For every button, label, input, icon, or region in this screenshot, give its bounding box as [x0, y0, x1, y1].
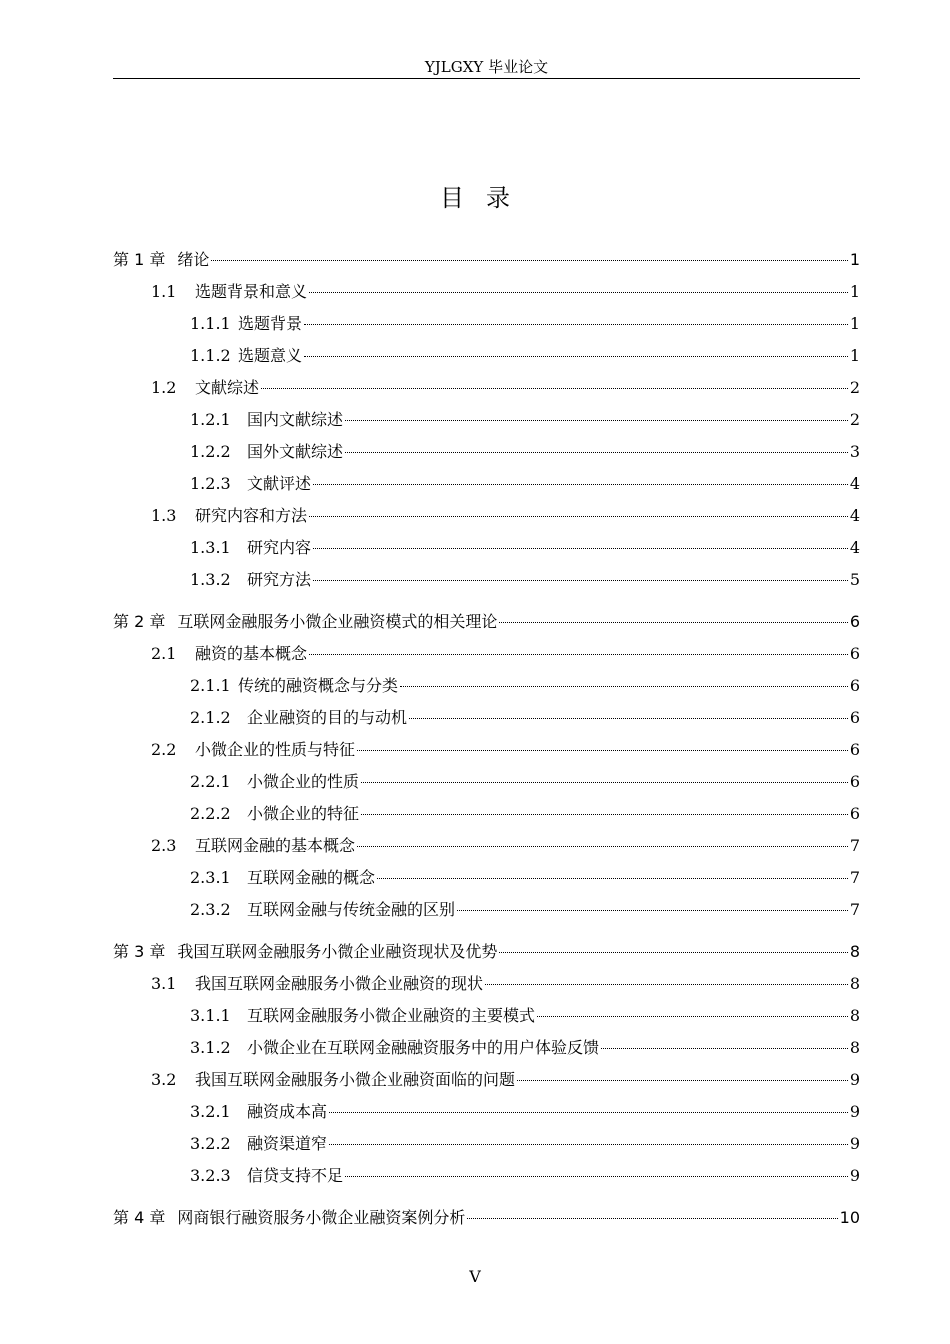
toc-entry-label — [190, 406, 343, 434]
toc-entry-number: 2.3.2 — [190, 900, 231, 919]
toc-entry[interactable] — [113, 406, 860, 438]
toc-entry-text: 小微企业在互联网金融融资服务中的用户体验反馈 — [247, 1038, 600, 1057]
toc-entry-number: 第 2 章 — [113, 612, 166, 631]
toc-entry-number: 1.1 — [151, 282, 177, 301]
toc-entry-page: 6 — [849, 740, 860, 759]
header-rule — [113, 78, 860, 79]
toc-entry-page: 6 — [849, 676, 860, 695]
toc-entry-page: 4 — [849, 506, 860, 525]
toc-entry-page: 3 — [849, 442, 860, 461]
toc-entry-label — [151, 278, 307, 306]
toc-entry-number: 3.2.2 — [190, 1134, 231, 1153]
dot-leader — [361, 814, 848, 815]
toc-entry-label — [151, 970, 483, 998]
toc-entry[interactable] — [113, 310, 860, 342]
toc-entry[interactable] — [113, 768, 860, 800]
toc-entry-text: 文献评述 — [247, 474, 312, 493]
toc-entry-label — [151, 1066, 515, 1094]
toc-entry-number: 2.2.1 — [190, 772, 231, 791]
dot-leader — [304, 324, 848, 325]
toc-entry[interactable] — [113, 896, 860, 928]
toc-entry-number: 3.2 — [151, 1070, 177, 1089]
toc-entry-page: 7 — [849, 900, 860, 919]
toc-entry-label — [113, 246, 209, 274]
toc-entry-label — [113, 938, 497, 966]
toc-entry-label — [151, 832, 355, 860]
toc-entry-text: 融资渠道窄 — [247, 1134, 328, 1153]
dot-leader — [457, 910, 848, 911]
toc-entry-text: 企业融资的目的与动机 — [247, 708, 408, 727]
toc-entry-label — [190, 672, 398, 700]
toc-entry[interactable] — [113, 1162, 860, 1194]
toc-entry-number: 3.1.1 — [190, 1006, 231, 1025]
toc-entry-text: 融资成本高 — [247, 1102, 328, 1121]
toc-entry-page: 7 — [849, 836, 860, 855]
toc-entry-page: 1 — [849, 346, 860, 365]
toc-entry-page: 8 — [849, 942, 860, 961]
dot-leader — [517, 1080, 848, 1081]
toc-entry-page: 9 — [849, 1070, 860, 1089]
dot-leader — [313, 484, 848, 485]
dot-leader — [309, 654, 848, 655]
toc-entry-text: 信贷支持不足 — [247, 1166, 344, 1185]
toc-entry-text: 国内文献综述 — [247, 410, 344, 429]
toc-title: 目录 — [440, 184, 532, 212]
toc-entry-label — [190, 342, 302, 370]
toc-entry-label — [190, 438, 343, 466]
toc-entry-text: 研究内容 — [247, 538, 312, 557]
toc-entry[interactable] — [113, 278, 860, 310]
toc-entry-label — [190, 1130, 327, 1158]
toc-entry-number: 2.1.2 — [190, 708, 231, 727]
toc-entry-label — [190, 1002, 535, 1030]
toc-entry-page: 10 — [839, 1208, 860, 1227]
dot-leader — [261, 388, 848, 389]
toc-entry-text: 互联网金融与传统金融的区别 — [247, 900, 456, 919]
dot-leader — [345, 420, 848, 421]
toc-entry-number: 2.3 — [151, 836, 177, 855]
toc-entry-page: 5 — [849, 570, 860, 589]
toc-entry-page: 8 — [849, 974, 860, 993]
dot-leader — [499, 622, 847, 623]
toc-entry[interactable] — [113, 1034, 860, 1066]
toc-entry-label — [190, 566, 311, 594]
toc-entry[interactable] — [113, 800, 860, 832]
toc-entry-number: 2.3.1 — [190, 868, 231, 887]
toc-entry-label — [190, 864, 375, 892]
toc-entry-label — [113, 1204, 465, 1232]
toc-entry[interactable] — [113, 1130, 860, 1162]
toc-entry-label — [190, 1162, 343, 1190]
dot-leader — [357, 750, 848, 751]
page-number: V — [469, 1267, 481, 1286]
toc-entry-text: 互联网金融的概念 — [247, 868, 376, 887]
toc-entry-number: 2.1.1 — [190, 676, 231, 695]
toc-entry-text: 选题意义 — [238, 346, 303, 365]
toc-entry-label — [190, 1034, 599, 1062]
toc-entry-page: 4 — [849, 538, 860, 557]
toc-entry-page: 6 — [849, 772, 860, 791]
toc-entry-number: 1.2.1 — [190, 410, 231, 429]
toc-entry-text: 研究内容和方法 — [195, 506, 308, 525]
toc-entry[interactable] — [113, 374, 860, 406]
toc-entry[interactable] — [113, 1066, 860, 1098]
toc-entry[interactable] — [113, 970, 860, 1002]
dot-leader — [309, 292, 848, 293]
toc-entry-page: 9 — [849, 1166, 860, 1185]
toc-entry-label — [190, 768, 359, 796]
toc-entry-text: 选题背景 — [238, 314, 303, 333]
toc-entry[interactable] — [113, 1098, 860, 1130]
toc-entry-page: 9 — [849, 1134, 860, 1153]
dot-leader — [601, 1048, 848, 1049]
dot-leader — [309, 516, 848, 517]
dot-leader — [537, 1016, 848, 1017]
toc-entry-text: 互联网金融的基本概念 — [195, 836, 356, 855]
dot-leader — [329, 1112, 848, 1113]
toc-entry-number: 2.2.2 — [190, 804, 231, 823]
dot-leader — [485, 984, 848, 985]
dot-leader — [357, 846, 848, 847]
toc-entry-text: 研究方法 — [247, 570, 312, 589]
table-of-contents — [113, 246, 860, 1236]
toc-entry-label — [190, 800, 359, 828]
toc-entry-page: 1 — [849, 314, 860, 333]
toc-entry-label — [113, 608, 497, 636]
toc-entry-text: 小微企业的性质 — [247, 772, 360, 791]
toc-entry-text: 传统的融资概念与分类 — [238, 676, 399, 695]
toc-entry-number: 3.2.1 — [190, 1102, 231, 1121]
toc-entry[interactable] — [113, 502, 860, 534]
toc-entry[interactable] — [113, 1002, 860, 1034]
toc-entry-page: 6 — [849, 612, 860, 631]
toc-entry-number: 3.2.3 — [190, 1166, 231, 1185]
toc-entry-text: 我国互联网金融服务小微企业融资面临的问题 — [195, 1070, 516, 1089]
toc-entry-text: 文献综述 — [195, 378, 260, 397]
toc-entry[interactable] — [113, 566, 860, 598]
toc-entry-number: 1.3.1 — [190, 538, 231, 557]
toc-entry-label — [190, 1098, 327, 1126]
toc-entry-number: 1.2.2 — [190, 442, 231, 461]
toc-entry-page: 9 — [849, 1102, 860, 1121]
toc-entry[interactable] — [113, 470, 860, 502]
toc-entry[interactable] — [113, 832, 860, 864]
toc-entry-text: 我国互联网金融服务小微企业融资的现状 — [195, 974, 484, 993]
toc-entry-page: 8 — [849, 1006, 860, 1025]
dot-leader — [361, 782, 848, 783]
toc-entry-text: 我国互联网金融服务小微企业融资现状及优势 — [177, 942, 498, 961]
toc-entry-label — [151, 736, 355, 764]
dot-leader — [313, 580, 848, 581]
toc-entry[interactable] — [113, 864, 860, 896]
toc-entry[interactable] — [113, 342, 860, 374]
toc-entry-number: 3.1.2 — [190, 1038, 231, 1057]
toc-entry-text: 网商银行融资服务小微企业融资案例分析 — [177, 1208, 466, 1227]
dot-leader — [345, 452, 848, 453]
toc-entry[interactable] — [113, 438, 860, 470]
toc-entry-page: 6 — [849, 804, 860, 823]
toc-entry-label — [151, 502, 307, 530]
toc-entry[interactable] — [113, 608, 860, 640]
toc-entry[interactable] — [113, 672, 860, 704]
toc-entry-page: 1 — [849, 250, 860, 269]
toc-entry-number: 2.1 — [151, 644, 177, 663]
toc-entry[interactable] — [113, 938, 860, 970]
toc-entry-page: 6 — [849, 708, 860, 727]
toc-entry[interactable] — [113, 1204, 860, 1236]
toc-entry-page: 8 — [849, 1038, 860, 1057]
toc-entry-number: 第 4 章 — [113, 1208, 166, 1227]
toc-entry[interactable] — [113, 534, 860, 566]
toc-entry-label — [190, 470, 311, 498]
toc-entry-page: 1 — [849, 282, 860, 301]
toc-entry-text: 绪论 — [177, 250, 210, 269]
dot-leader — [345, 1176, 848, 1177]
toc-entry-number: 1.2 — [151, 378, 177, 397]
toc-entry-label — [190, 896, 455, 924]
toc-entry-page: 2 — [849, 410, 860, 429]
toc-entry-label — [190, 534, 311, 562]
toc-entry-number: 1.1.1 — [190, 314, 231, 333]
dot-leader — [467, 1218, 837, 1219]
toc-entry-label — [190, 704, 407, 732]
toc-entry[interactable] — [113, 736, 860, 768]
dot-leader — [313, 548, 848, 549]
toc-entry-text: 互联网金融服务小微企业融资模式的相关理论 — [177, 612, 498, 631]
dot-leader — [499, 952, 847, 953]
toc-entry-label — [151, 640, 307, 668]
toc-entry-text: 选题背景和意义 — [195, 282, 308, 301]
dot-leader — [211, 260, 847, 261]
toc-entry-number: 1.3 — [151, 506, 177, 525]
toc-entry-number: 1.2.3 — [190, 474, 231, 493]
toc-entry-text: 小微企业的性质与特征 — [195, 740, 356, 759]
toc-entry-number: 1.1.2 — [190, 346, 231, 365]
toc-entry-page: 6 — [849, 644, 860, 663]
dot-leader — [400, 686, 848, 687]
toc-entry-number: 2.2 — [151, 740, 177, 759]
toc-entry-label — [190, 310, 302, 338]
dot-leader — [329, 1144, 848, 1145]
toc-entry-page: 4 — [849, 474, 860, 493]
toc-entry-page: 2 — [849, 378, 860, 397]
toc-entry[interactable] — [113, 246, 860, 278]
toc-entry-number: 第 3 章 — [113, 942, 166, 961]
toc-entry[interactable] — [113, 704, 860, 736]
dot-leader — [377, 878, 848, 879]
toc-entry-text: 小微企业的特征 — [247, 804, 360, 823]
toc-entry[interactable] — [113, 640, 860, 672]
dot-leader — [409, 718, 848, 719]
toc-entry-number: 第 1 章 — [113, 250, 166, 269]
toc-entry-text: 互联网金融服务小微企业融资的主要模式 — [247, 1006, 536, 1025]
page-header: YJLGXY 毕业论文 — [424, 58, 549, 76]
toc-entry-text: 国外文献综述 — [247, 442, 344, 461]
toc-entry-page: 7 — [849, 868, 860, 887]
dot-leader — [304, 356, 848, 357]
toc-entry-number: 1.3.2 — [190, 570, 231, 589]
toc-entry-text: 融资的基本概念 — [195, 644, 308, 663]
toc-entry-number: 3.1 — [151, 974, 177, 993]
toc-entry-label — [151, 374, 259, 402]
